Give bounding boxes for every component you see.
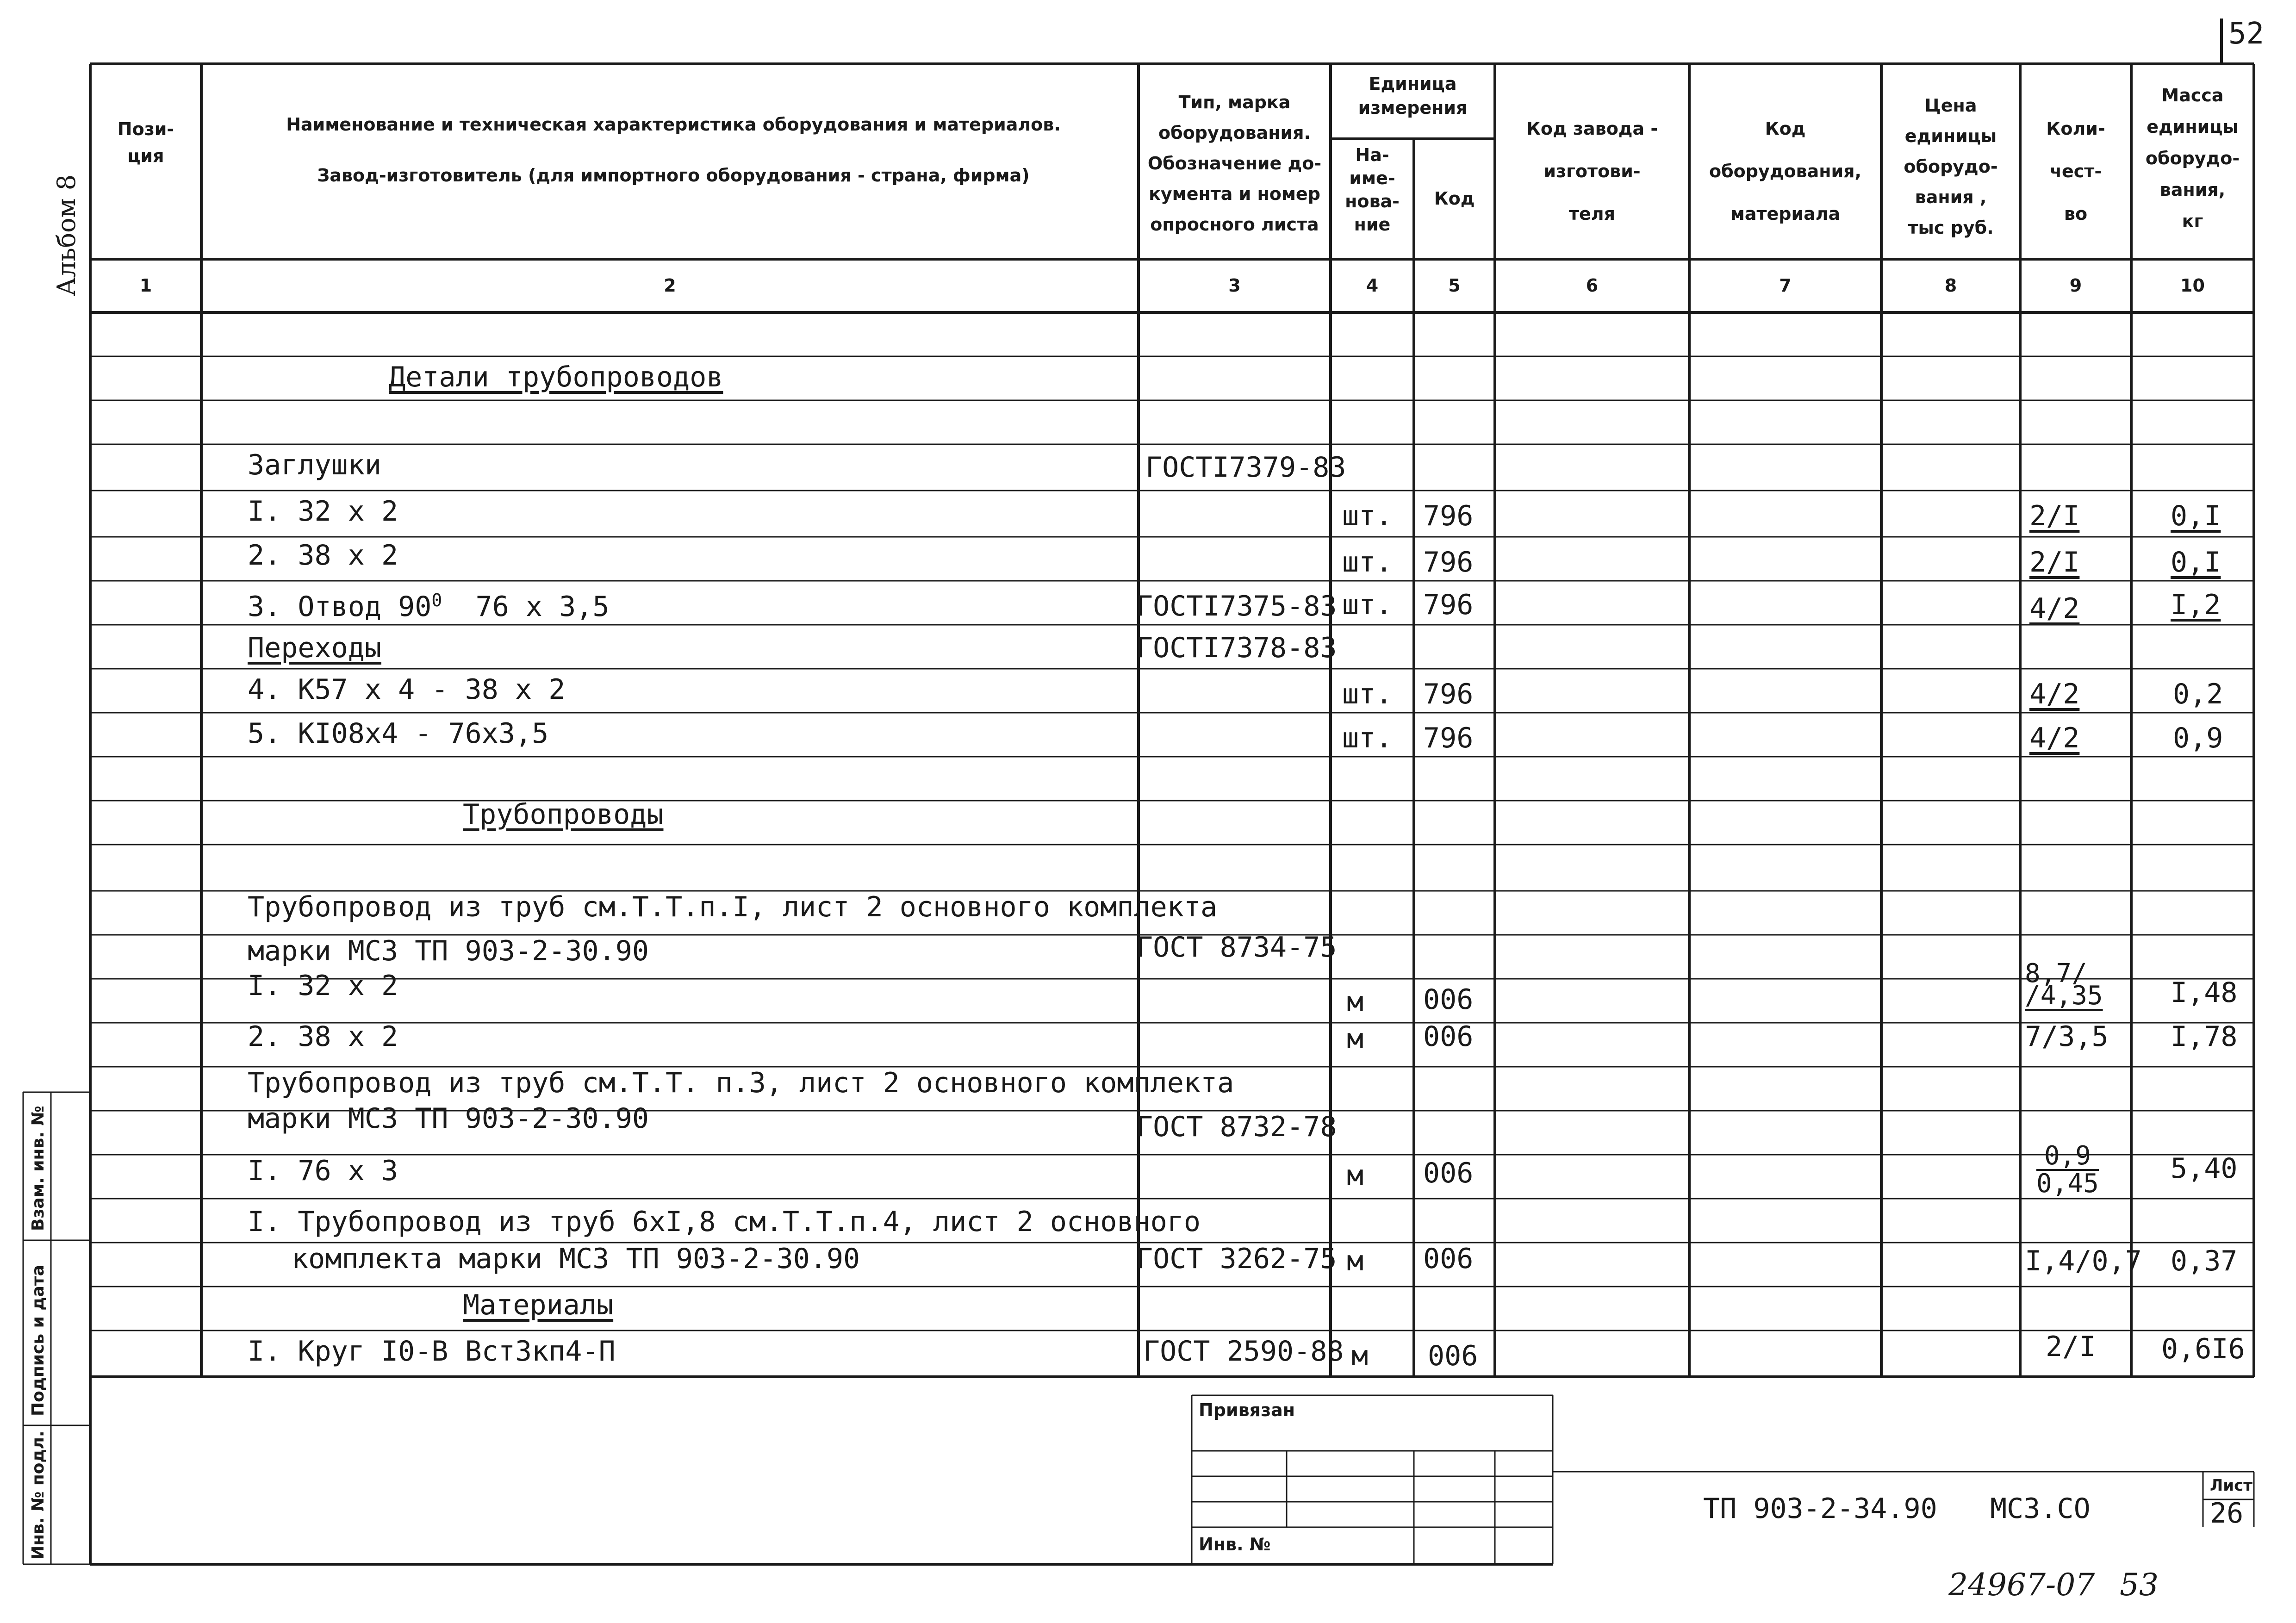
pipeline-1-doc: ГОСТ 8734-75 xyxy=(1136,931,1337,964)
row-3-degree: 0 xyxy=(431,590,442,610)
row-3-unit: шт. xyxy=(1342,589,1393,621)
side-label-zam-inv: Взам. инв. № xyxy=(29,1106,48,1231)
row-3-name xyxy=(248,584,609,623)
stamp-list-number: 26 xyxy=(2210,1497,2244,1530)
header-unit-code: Код xyxy=(1434,188,1475,209)
row-2-name: 2. 38 x 2 xyxy=(248,539,398,572)
pipeline-1-desc-line2: марки МСЗ ТП 903-2-30.90 xyxy=(248,935,649,967)
pipe-row-1-qty xyxy=(2025,958,2103,1011)
pipe-row-3-unit: м xyxy=(1347,1159,1364,1192)
group-perehody: Переходы xyxy=(248,632,381,664)
row-3-code: 796 xyxy=(1423,589,1474,621)
pipe-row-1-qty-top: 8,7/ xyxy=(2025,958,2087,989)
row-3-dim: 76 x 3,5 xyxy=(475,591,610,623)
pipeline-3-desc-line1: I. Трубопровод из труб 6xI,8 см.Т.Т.п.4, лист 2 основного xyxy=(248,1206,1201,1238)
row-1-mass: 0,I xyxy=(2171,500,2221,532)
header-plant-code: Код завода - изготови- теля xyxy=(1526,118,1658,224)
pipe-row-3-code: 006 xyxy=(1423,1157,1474,1189)
pipe-row-1-qty-bottom: /4,35 xyxy=(2025,981,2103,1011)
header-position: Пози- ция xyxy=(117,119,174,166)
row-5-qty: 4/2 xyxy=(2029,722,2080,754)
col-number-7: 7 xyxy=(1779,275,1792,296)
col-number-5: 5 xyxy=(1448,275,1461,296)
pipeline-3-unit: м xyxy=(1347,1245,1364,1277)
row-4-code: 796 xyxy=(1423,678,1474,710)
pipeline-3-doc: ГОСТ 3262-75 xyxy=(1136,1243,1337,1275)
pipe-row-2-qty: 7/3,5 xyxy=(2025,1020,2109,1053)
col-number-2: 2 xyxy=(664,275,676,296)
row-4-qty: 4/2 xyxy=(2029,678,2080,710)
doc-zaglushki: ГОСТI7379-83 xyxy=(1145,451,1346,484)
pipeline-3-mass: 0,37 xyxy=(2171,1245,2238,1277)
col-number-3: 3 xyxy=(1228,275,1241,296)
pipeline-2-doc: ГОСТ 8732-78 xyxy=(1136,1111,1337,1143)
pipe-row-1-mass: I,48 xyxy=(2171,976,2238,1009)
pipeline-3-qty: I,4/0,7 xyxy=(2025,1245,2142,1277)
pipe-row-3-qty-bottom: 0,45 xyxy=(2036,1169,2099,1199)
row-2-mass: 0,I xyxy=(2171,546,2221,578)
pipe-row-1-unit: м xyxy=(1347,986,1364,1018)
row-1-unit: шт. xyxy=(1342,500,1393,532)
col-number-9: 9 xyxy=(2069,275,2082,296)
material-1-doc: ГОСТ 2590-88 xyxy=(1143,1335,1344,1368)
row-3-name-text: 3. Отвод 90 xyxy=(248,591,432,623)
pipeline-1-desc-line1: Трубопровод из труб см.Т.Т.п.I, лист 2 основного комплекта xyxy=(248,891,1218,923)
row-4-unit: шт. xyxy=(1342,678,1393,710)
col-number-10: 10 xyxy=(2180,275,2205,296)
row-1-code: 796 xyxy=(1423,500,1474,532)
pipe-row-3-qty-top: 0,9 xyxy=(2036,1143,2099,1171)
material-1-mass: 0,6I6 xyxy=(2161,1333,2245,1365)
row-5-name: 5. КI08x4 - 76x3,5 xyxy=(248,717,549,750)
group-zaglushki: Заглушки xyxy=(248,449,381,481)
stamp-inv-no: Инв. № xyxy=(1199,1534,1271,1555)
row-2-code: 796 xyxy=(1423,546,1474,578)
header-name-line2: Завод-изготовитель (для импортного оборудования - страна, фирма) xyxy=(317,165,1030,186)
section-title-materials: Материалы xyxy=(463,1289,614,1321)
pipe-row-1-code: 006 xyxy=(1423,983,1474,1016)
header-type-doc: Тип, марка оборудования. Обозначение до- кумента и номер опросного листа xyxy=(1147,92,1322,235)
stamp-list-label: Лист xyxy=(2210,1476,2252,1495)
album-label: Альбом 8 xyxy=(52,174,81,296)
footer-page-number: 53 xyxy=(2120,1567,2159,1603)
row-3-doc: ГОСТI7375-83 xyxy=(1136,590,1337,622)
header-name-line1: Наименование и техническая характеристика оборудования и материалов. xyxy=(286,114,1061,135)
header-equipment-code: Код оборудования, материала xyxy=(1709,118,1861,224)
row-3-qty: 4/2 xyxy=(2029,592,2080,625)
pipe-row-2-code: 006 xyxy=(1423,1020,1474,1053)
row-4-name: 4. К57 x 4 - 38 x 2 xyxy=(248,673,566,706)
pipeline-2-desc-line2: марки МСЗ ТП 903-2-30.90 xyxy=(248,1102,649,1135)
stamp-privyazan: Привязан xyxy=(1199,1400,1295,1420)
row-1-qty: 2/I xyxy=(2029,500,2080,532)
stamp-doc-code: ТП 903-2-34.90 xyxy=(1703,1492,1937,1525)
col-number-6: 6 xyxy=(1586,275,1599,296)
pipe-row-2-mass: I,78 xyxy=(2171,1020,2238,1053)
row-2-qty: 2/I xyxy=(2029,546,2080,578)
material-1-name: I. Круг I0-В ВстЗкп4-П xyxy=(248,1335,616,1368)
row-1-name: I. 32 x 2 xyxy=(248,495,398,528)
pipeline-3-desc-line2: комплекта марки МСЗ ТП 903-2-30.90 xyxy=(292,1243,860,1275)
side-label-sign-date: Подпись и дата xyxy=(29,1265,48,1416)
footer-archive-number: 24967-07 xyxy=(1948,1567,2095,1603)
pipe-row-3-qty xyxy=(2036,1143,2099,1200)
section-title-pipe-details: Детали трубопроводов xyxy=(389,361,723,393)
pipe-row-1-name: I. 32 x 2 xyxy=(248,970,398,1002)
row-3-mass: I,2 xyxy=(2171,589,2221,621)
pipe-row-2-unit: м xyxy=(1347,1023,1364,1055)
row-2-unit: шт. xyxy=(1342,546,1393,578)
row-5-code: 796 xyxy=(1423,722,1474,754)
sheet-corner-number: 52 xyxy=(2228,17,2265,51)
side-label-inv-podl: Инв. № подл. xyxy=(29,1430,48,1560)
pipe-row-3-name: I. 76 x 3 xyxy=(248,1155,398,1187)
header-unit-mass: Масса единицы оборудо- вания, кг xyxy=(2145,85,2240,231)
header-unit-name: На- име- нова- ние xyxy=(1345,145,1400,235)
material-1-unit: м xyxy=(1351,1340,1369,1372)
col-number-4: 4 xyxy=(1366,275,1379,296)
doc-perehody: ГОСТI7378-83 xyxy=(1136,632,1337,664)
pipe-row-3-mass: 5,40 xyxy=(2171,1152,2238,1185)
pipe-row-2-name: 2. 38 x 2 xyxy=(248,1020,398,1053)
row-5-unit: шт. xyxy=(1342,722,1393,754)
header-unit-price: Цена единицы оборудо- вания , тыс руб. xyxy=(1904,95,1998,238)
stamp-mark: МСЗ.СО xyxy=(1990,1492,2091,1525)
col-number-8: 8 xyxy=(1944,275,1957,296)
header-quantity: Коли- чест- во xyxy=(2046,118,2105,224)
row-4-mass: 0,2 xyxy=(2173,678,2223,710)
pipeline-2-desc-line1: Трубопровод из труб см.Т.Т. п.3, лист 2 основного комплекта xyxy=(248,1067,1234,1099)
material-1-code: 006 xyxy=(1428,1340,1478,1372)
pipeline-3-code: 006 xyxy=(1423,1243,1474,1275)
header-unit-group: Единица измерения xyxy=(1358,74,1468,118)
section-title-pipelines: Трубопроводы xyxy=(463,798,664,831)
material-1-qty: 2/I xyxy=(2046,1331,2096,1363)
col-number-1: 1 xyxy=(139,275,152,296)
row-5-mass: 0,9 xyxy=(2173,722,2223,754)
